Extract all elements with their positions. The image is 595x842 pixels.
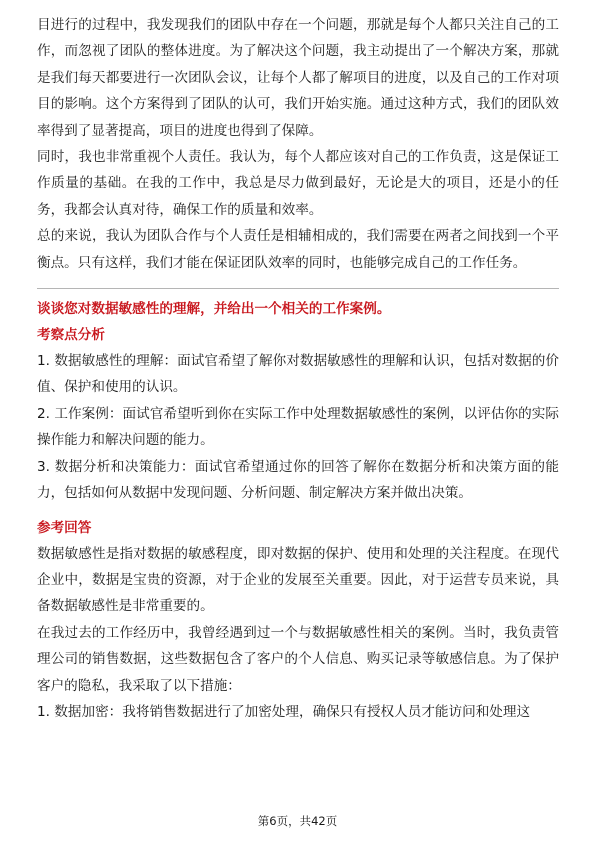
- section-divider: [37, 288, 559, 289]
- page-number-footer: 第6页，共42页: [257, 814, 338, 828]
- intro-paragraph-2: 同时，我也非常重视个人责任。我认为，每个人都应该对自己的工作负责，这是保证工作质量的基础。在我的工作中，我总是尽力做到最好，无论是大的项目，还是小的任务，我都会认真对待，确保工作的质量和效率。: [37, 149, 559, 218]
- answer-paragraph-3: 1. 数据加密：我将销售数据进行了加密处理，确保只有授权人员才能访问和处理这: [37, 703, 531, 720]
- answer-paragraph-2: 在我过去的工作经历中，我曾经遇到过一个与数据敏感性相关的案例。当时，我负责管理公司的销售数据，这些数据包含了客户的个人信息、购买记录等敏感信息。为了保护客户的隐私，我采取了以下措施：: [37, 624, 559, 694]
- intro-paragraph-3: 总的来说，我认为团队合作与个人责任是相辅相成的，我们需要在两者之间找到一个平衡点。只有这样，我们才能在保证团队效率的同时，也能够完成自己的工作任务。: [37, 228, 559, 271]
- analysis-item-2: 2. 工作案例：面试官希望听到你在实际工作中处理数据敏感性的案例，以评估你的实际操作能力和解决问题的能力。: [37, 405, 559, 449]
- answer-paragraph-1: 数据敏感性是指对数据的敏感程度，即对数据的保护、使用和处理的关注程度。在现代企业中，数据是宝贵的资源，对于企业的发展至关重要。因此，对于运营专员来说，具备数据敏感性是非常重要的。: [37, 545, 559, 615]
- answer-title: 参考回答: [37, 519, 92, 536]
- question-heading: 谈谈您对数据敏感性的理解，并给出一个相关的工作案例。: [37, 301, 391, 318]
- analysis-item-1: 1. 数据敏感性的理解：面试官希望了解你对数据敏感性的理解和认识，包括对数据的价值、保护和使用的认识。: [37, 353, 559, 396]
- analysis-title: 考察点分析: [37, 327, 105, 344]
- analysis-item-3: 3. 数据分析和决策能力：面试官希望通过你的回答了解你在数据分析和决策方面的能力，包括如何从数据中发现问题、分析问题、制定解决方案并做出决策。: [37, 458, 559, 502]
- intro-paragraph-1: 目进行的过程中，我发现我们的团队中存在一个问题，那就是每个人都只关注自己的工作，而忽视了团队的整体进度。为了解决这个问题，我主动提出了一个解决方案，那就是我们每天都要进行一次团队会议，让每个人都了解项目的进度，以及自己的工作对项目的影响。这个方案得到了团队的认可，我们开始实施。通过这种方式，我们的团队效率得到了显著提高，项目的进度也得到了保障。: [37, 17, 559, 139]
- document-body: [37, 12, 559, 725]
